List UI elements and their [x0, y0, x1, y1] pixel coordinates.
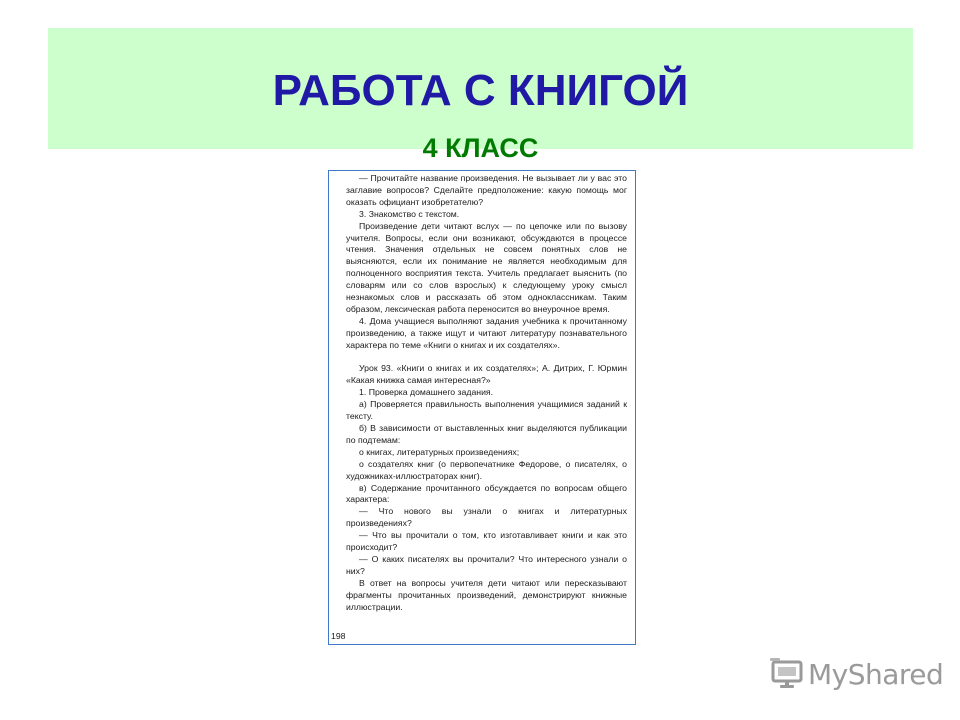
page-paragraph: б) В зависимости от выставленных книг выделяются публикации по подтемам:	[346, 423, 627, 445]
logo-wordmark: MyShared	[808, 658, 944, 691]
book-page-scan	[328, 170, 636, 645]
page-paragraph: — Прочитайте название произведения. Не вызывает ли у вас это заглавие вопросов? Сделайте предположение: какую помощь мог оказать официант изобретателю?	[346, 173, 627, 207]
slide-title: РАБОТА С КНИГОЙ	[272, 66, 689, 115]
title-band	[48, 28, 913, 163]
page-paragraph: 3. Знакомство с текстом.	[359, 208, 460, 219]
page-paragraph: Произведение дети читают вслух — по цепочке или по вызову учителя. Вопросы, если они возникают, обсуждаются в процессе чтения. Значения отдельных не совсем понятных слов не выясняются, если их понимание не является необходимым для полноценного восприятия текста. Учитель предлагает выяснить (по словарям или со слов взрослых) к следующему уроку смысл незнакомых слов и рассказать об этом одноклассникам. Таким образом, лексическая работа переносится во внеурочное время.	[346, 220, 627, 314]
page-paragraph: Урок 93. «Книги о книгах и их создателях»; А. Дитрих, Г. Юрмин «Какая книжка самая интересная?»	[346, 363, 627, 386]
page-paragraph: в) Содержание прочитанного обсуждается по вопросам общего характера:	[346, 482, 627, 505]
page-paragraph: — О каких писателях вы прочитали? Что интересного узнали о них?	[346, 553, 627, 576]
page-number: 198	[331, 631, 346, 641]
page-paragraph: а) Проверяется правильность выполнения учащимися заданий к тексту.	[346, 399, 627, 422]
page-paragraph: — Что вы прочитали о том, кто изготавливает книги и как это происходит?	[346, 530, 627, 553]
page-paragraph: — Что нового вы узнали о книгах и литературных произведениях?	[346, 506, 627, 529]
page-paragraph: 1. Проверка домашнего задания.	[359, 387, 494, 398]
monitor-icon	[770, 657, 806, 691]
page-paragraph: 4. Дома учащиеся выполняют задания учебника к прочитанному произведению, а также ищут и читают литературу познавательного характера по теме «Книги о книгах и их создателях».	[346, 315, 627, 350]
slide-subtitle: 4 КЛАСС	[422, 133, 539, 163]
page-paragraph: В ответ на вопросы учителя дети читают или пересказывают фрагменты прочитанных произведений, демонстрируют книжные иллюстрации.	[346, 577, 627, 612]
page-paragraph: о создателях книг (о первопечатнике Федорове, о писателях, о художниках-иллюстраторах книг).	[346, 458, 627, 481]
myshared-logo	[770, 655, 944, 695]
page-paragraph: о книгах, литературных произведениях;	[359, 446, 520, 457]
